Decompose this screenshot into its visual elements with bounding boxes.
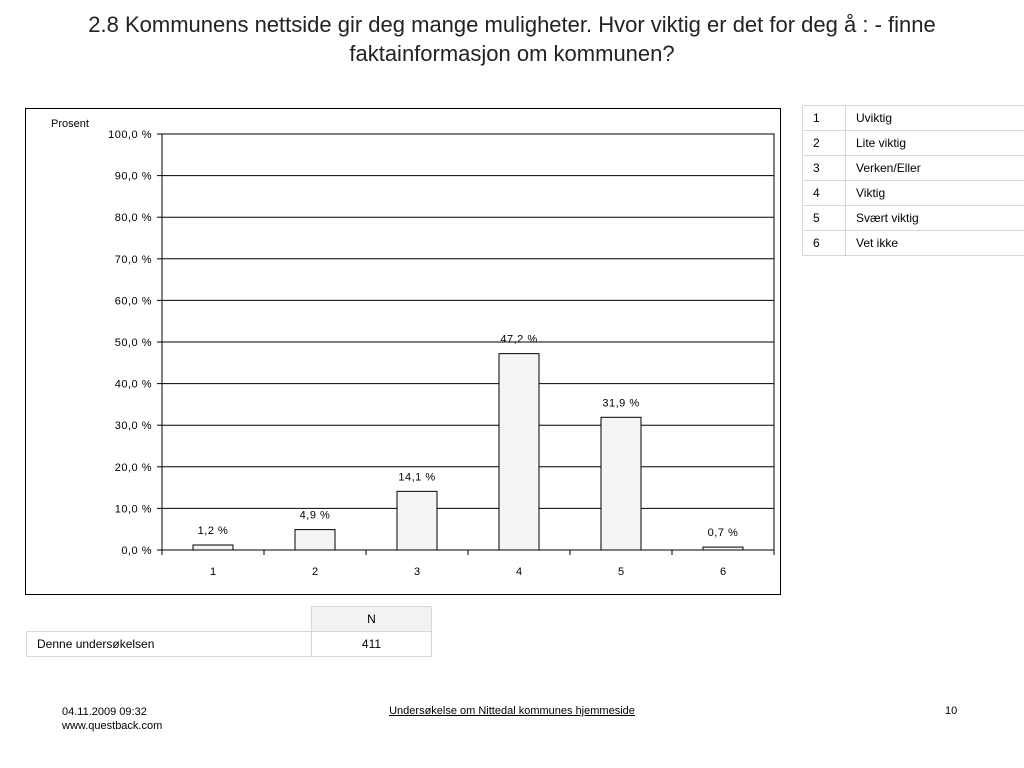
legend-row — [803, 156, 1024, 181]
legend-num: 1 — [803, 106, 846, 131]
x-tick-label: 4 — [515, 566, 523, 578]
footer-datetime: 04.11.2009 09:32 — [62, 706, 147, 718]
footer-page-number: 10 — [945, 705, 958, 717]
legend-row — [803, 131, 1024, 156]
legend-row — [803, 106, 1024, 131]
legend-label: Lite viktig — [846, 131, 1024, 156]
legend-label: Verken/Eller — [846, 156, 1024, 181]
bar — [703, 547, 743, 550]
bar-value-label: 31,9 % — [602, 397, 640, 410]
legend-num: 4 — [803, 181, 846, 206]
footer-website: www.questback.com — [62, 720, 163, 732]
page-title: 2.8 Kommunens nettside gir deg mange muligheter. Hvor viktig er det for deg å : - finne faktainformasjon om kommunen? — [88, 12, 936, 66]
legend-row — [803, 181, 1024, 206]
y-tick-label: 30,0 % — [114, 420, 152, 433]
legend-num: 6 — [803, 231, 846, 256]
legend-num: 3 — [803, 156, 846, 181]
x-tick-label: 3 — [413, 566, 421, 578]
y-tick-label: 20,0 % — [114, 461, 152, 474]
y-tick-label: 80,0 % — [114, 212, 152, 225]
bar — [193, 545, 233, 550]
x-tick-label: 5 — [617, 566, 625, 578]
n-table-header: N — [312, 607, 432, 632]
y-tick-label: 70,0 % — [114, 253, 152, 266]
y-tick-label: 90,0 % — [114, 170, 152, 183]
legend-label: Svært viktig — [846, 206, 1024, 231]
bar-value-label: 47,2 % — [500, 333, 538, 346]
x-tick-label: 6 — [719, 566, 727, 578]
footer-survey-title: Undersøkelse om Nittedal kommunes hjemmeside — [389, 705, 635, 717]
bar-chart — [26, 109, 780, 594]
bar-value-label: 1,2 % — [197, 525, 229, 538]
legend-row — [803, 231, 1024, 256]
legend-table — [802, 105, 1024, 256]
y-tick-label: 10,0 % — [114, 503, 152, 516]
y-tick-label: 40,0 % — [114, 378, 152, 391]
n-table-corner — [27, 607, 312, 632]
legend-label: Vet ikke — [846, 231, 1024, 256]
legend-label: Viktig — [846, 181, 1024, 206]
bar — [499, 354, 539, 550]
y-tick-label: 0,0 % — [121, 545, 152, 557]
bar — [295, 530, 335, 550]
n-table-row-value: 411 — [312, 632, 432, 657]
legend-label: Uviktig — [846, 106, 1024, 131]
y-tick-label: 100,0 % — [108, 129, 152, 141]
bar — [397, 491, 437, 550]
chart-frame — [25, 108, 781, 595]
y-tick-label: 60,0 % — [114, 295, 152, 308]
n-table-header-row — [27, 607, 432, 632]
y-axis-label: Prosent — [51, 118, 89, 130]
x-tick-label: 2 — [311, 566, 319, 578]
y-tick-label: 50,0 % — [114, 337, 152, 349]
legend-row — [803, 206, 1024, 231]
table-row — [27, 632, 432, 657]
legend-num: 2 — [803, 131, 846, 156]
bar — [601, 417, 641, 550]
n-table — [26, 606, 432, 657]
bar-value-label: 4,9 % — [299, 509, 331, 522]
x-tick-label: 1 — [209, 566, 217, 578]
n-table-row-label: Denne undersøkelsen — [27, 632, 312, 657]
legend-num: 5 — [803, 206, 846, 231]
bar-value-label: 0,7 % — [707, 527, 739, 540]
bar-value-label: 14,1 % — [398, 471, 436, 484]
